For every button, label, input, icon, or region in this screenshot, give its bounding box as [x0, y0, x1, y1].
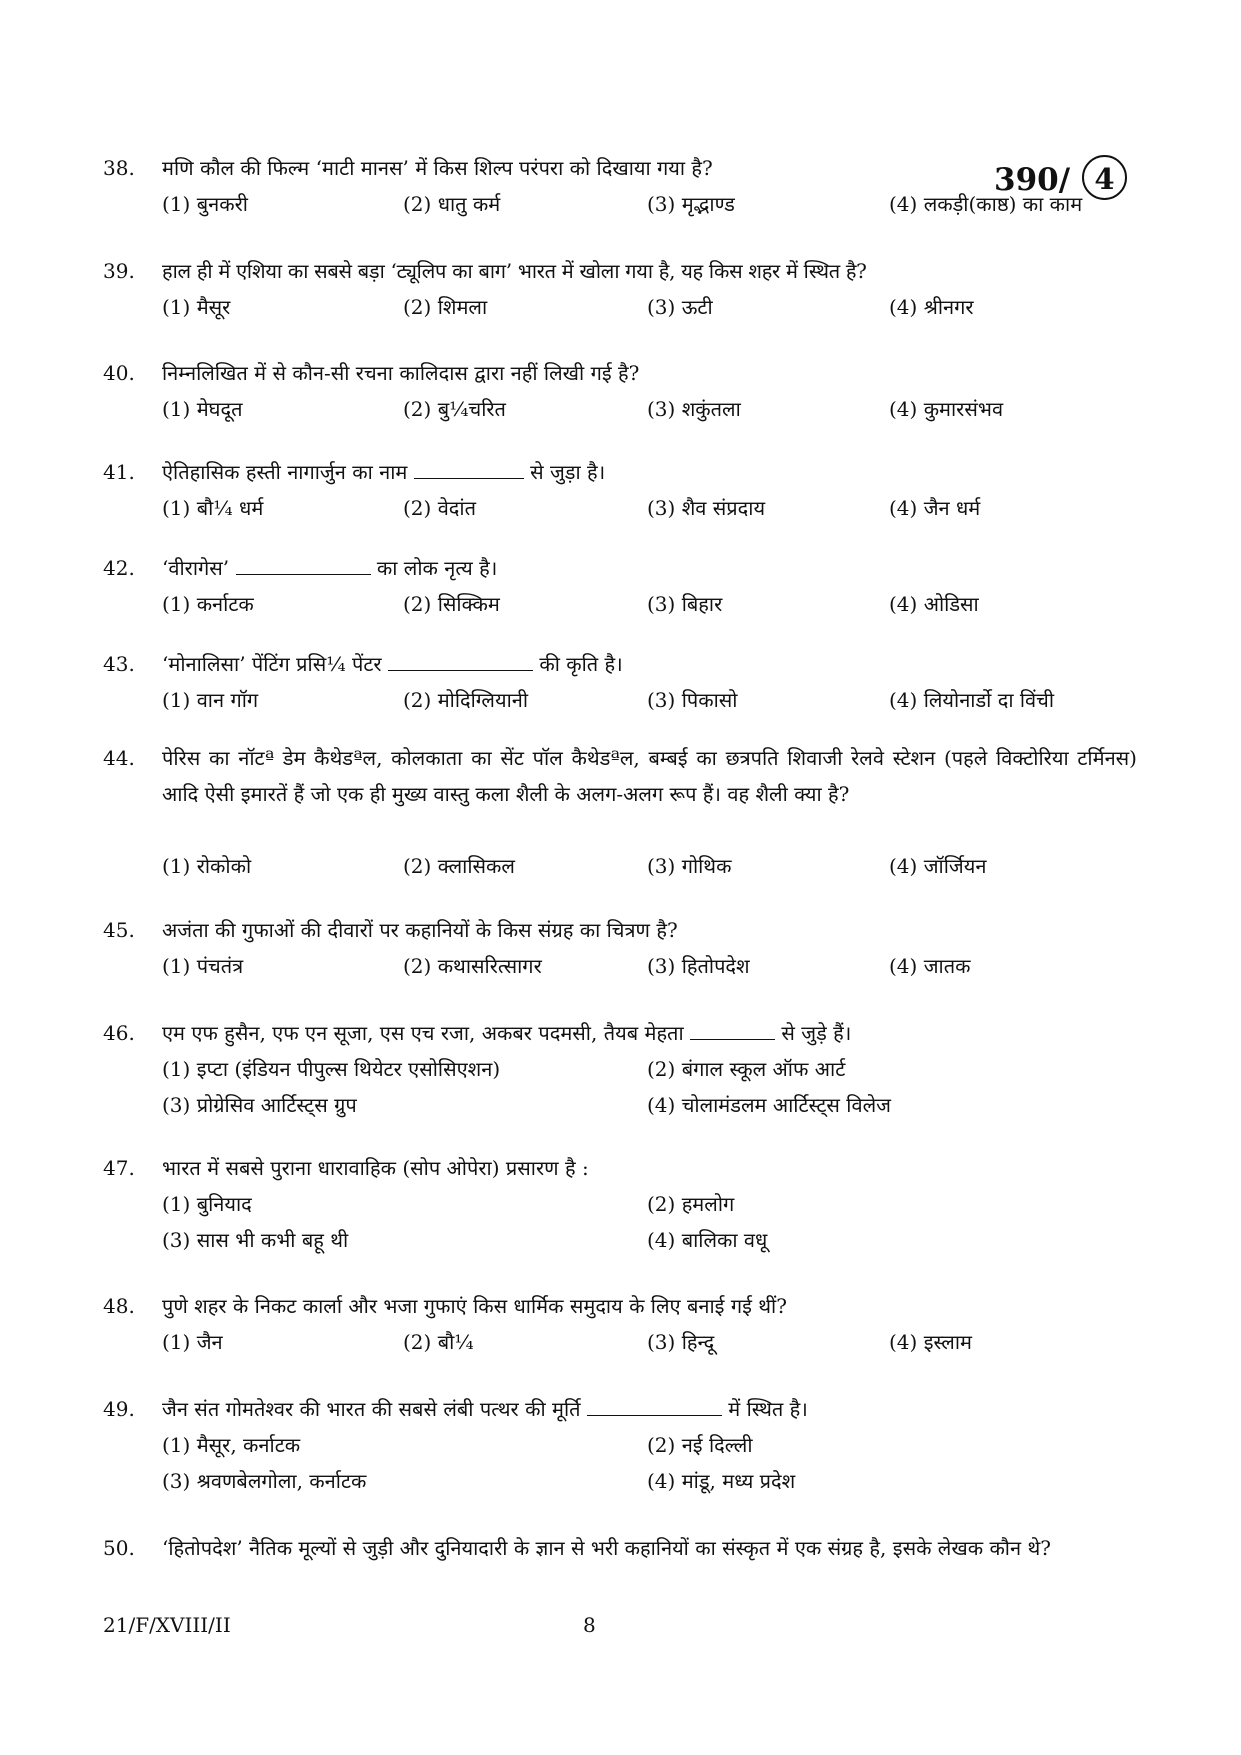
answer-blank — [690, 1021, 775, 1040]
option-2: (2) सिक्किम — [403, 592, 500, 616]
option-1: (1) जैन — [162, 1330, 223, 1354]
question-text: मणि कौल की फिल्म ‘माटी मानस’ में किस शिल्प परंपरा को दिखाया गया है? — [162, 156, 713, 180]
question-text — [162, 550, 1137, 586]
question-number: 48. — [103, 1294, 135, 1318]
set-number-badge: 4 — [1082, 155, 1127, 200]
option-3: (3) ऊटी — [647, 295, 713, 319]
option-3: (3) पिकासो — [647, 688, 738, 712]
option-2: (2) बौ¼ — [403, 1330, 474, 1354]
option-4: (4) जातक — [889, 954, 971, 978]
option-2: (2) क्लासिकल — [403, 854, 515, 878]
option-3: (3) हितोपदेश — [647, 954, 750, 978]
question-text-part-1: एम एफ हुसैन, एफ एन सूजा, एस एच रजा, अकबर पदमसी, तैयब मेहता — [162, 1021, 684, 1045]
option-2: (2) नई दिल्ली — [647, 1433, 753, 1457]
question-text — [162, 1015, 1137, 1051]
question-text-part-2: का लोक नृत्य है। — [376, 556, 498, 580]
question-number: 49. — [103, 1397, 135, 1421]
option-4: (4) लकड़ी(काष्ठ) का काम — [889, 192, 1083, 216]
answer-blank — [388, 652, 533, 671]
question-text — [162, 1391, 1137, 1427]
paper-code: 390/ — [994, 162, 1071, 198]
option-1: (1) पंचतंत्र — [162, 954, 244, 978]
option-3: (3) श्रवणबेलगोला, कर्नाटक — [162, 1469, 367, 1493]
option-2: (2) कथासरित्सागर — [403, 954, 542, 978]
option-1: (1) मैसूर — [162, 295, 231, 319]
question-number: 40. — [103, 361, 135, 385]
question-text: ‘हितोपदेश’ नैतिक मूल्यों से जुड़ी और दुनियादारी के ज्ञान से भरी कहानियों का संस्कृत में एक संग्रह है, इसके लेखक कौन थे? — [162, 1536, 1051, 1560]
question-number: 47. — [103, 1156, 135, 1180]
option-4: (4) जॉर्जियन — [889, 854, 987, 878]
answer-blank — [587, 1397, 722, 1416]
question-number: 41. — [103, 460, 135, 484]
question-number: 46. — [103, 1021, 135, 1045]
option-1: (1) वान गॉग — [162, 688, 259, 712]
option-4: (4) मांडू, मध्य प्रदेश — [647, 1469, 796, 1493]
option-2: (2) हमलोग — [647, 1192, 735, 1216]
option-1: (1) बौ¼ धर्म — [162, 496, 264, 520]
option-3: (3) शैव संप्रदाय — [647, 496, 766, 520]
option-1: (1) बुनकरी — [162, 192, 248, 216]
question-text: हाल ही में एशिया का सबसे बड़ा ‘ट्यूलिप का बाग’ भारत में खोला गया है, यह किस शहर में स्थित है? — [162, 259, 867, 283]
option-1: (1) मेघदूत — [162, 397, 243, 421]
question-number: 44. — [103, 746, 135, 770]
answer-blank — [414, 460, 524, 479]
question-number: 43. — [103, 652, 135, 676]
option-2: (2) बु¼चरित — [403, 397, 506, 421]
question-text-part-2: से जुड़े हैं। — [781, 1021, 852, 1045]
option-4: (4) चोलामंडलम आर्टिस्ट्स विलेज — [647, 1093, 891, 1117]
question-number: 42. — [103, 556, 135, 580]
question-text-part-1: ऐतिहासिक हस्ती नागार्जुन का नाम — [162, 460, 408, 484]
option-3: (3) गोथिक — [647, 854, 732, 878]
question-text: निम्नलिखित में से कौन-सी रचना कालिदास द्वारा नहीं लिखी गई है? — [162, 361, 640, 385]
question-number: 38. — [103, 156, 135, 180]
question-number: 45. — [103, 918, 135, 942]
option-4: (4) कुमारसंभव — [889, 397, 1004, 421]
question-text: भारत में सबसे पुराना धारावाहिक (सोप ओपेरा) प्रसारण है : — [162, 1156, 589, 1180]
option-4: (4) बालिका वधू — [647, 1228, 768, 1252]
option-4: (4) ओडिसा — [889, 592, 979, 616]
question-text — [162, 646, 1137, 682]
question-text-part-1: जैन संत गोमतेश्वर की भारत की सबसे लंबी पत्थर की मूर्ति — [162, 1397, 581, 1421]
option-1: (1) मैसूर, कर्नाटक — [162, 1433, 301, 1457]
option-3: (3) प्रोग्रेसिव आर्टिस्ट्स ग्रुप — [162, 1093, 357, 1117]
question-text-part-2: में स्थित है। — [728, 1397, 808, 1421]
question-number: 39. — [103, 259, 135, 283]
option-4: (4) श्रीनगर — [889, 295, 974, 319]
option-1: (1) इप्टा (इंडियन पीपुल्स थियेटर एसोसिएशन) — [162, 1057, 501, 1081]
option-1: (1) बुनियाद — [162, 1192, 252, 1216]
option-2: (2) शिमला — [403, 295, 488, 319]
question-text-part-1: ‘मोनालिसा’ पेंटिंग प्रसि¼ पेंटर — [162, 652, 382, 676]
option-2: (2) बंगाल स्कूल ऑफ आर्ट — [647, 1057, 846, 1081]
option-3: (3) शकुंतला — [647, 397, 741, 421]
question-text-part-2: की कृति है। — [539, 652, 623, 676]
question-text: पुणे शहर के निकट कार्ला और भजा गुफाएं किस धार्मिक समुदाय के लिए बनाई गई थीं? — [162, 1294, 787, 1318]
question-text: अजंता की गुफाओं की दीवारों पर कहानियों के किस संग्रह का चित्रण है? — [162, 918, 678, 942]
option-3: (3) बिहार — [647, 592, 723, 616]
option-3: (3) सास भी कभी बहू थी — [162, 1228, 349, 1252]
option-4: (4) लियोनार्डो दा विंची — [889, 688, 1055, 712]
option-1: (1) रोकोको — [162, 854, 252, 878]
option-2: (2) धातु कर्म — [403, 192, 501, 216]
option-4: (4) इस्लाम — [889, 1330, 972, 1354]
footer-paper-code: 21/F/XVIII/II — [103, 1613, 231, 1637]
question-text: पेरिस का नॉटª डेम कैथेडªल, कोलकाता का सेंट पॉल कैथेडªल, बम्बई का छत्रपति शिवाजी रेलवे स्टेशन (पहले विक्टोरिया टर्मिनस) आदि ऐसी इमारतें हैं जो एक ही मुख्य वास्तु कला शैली के अलग-अलग रूप हैं। वह शैली क्या है? — [162, 746, 1137, 806]
page-number: 8 — [583, 1613, 596, 1637]
question-text-part-1: ‘वीरागेस’ — [162, 556, 230, 580]
question-text-part-2: से जुड़ा है। — [530, 460, 606, 484]
option-2: (2) मोदिग्लियानी — [403, 688, 529, 712]
question-text — [162, 454, 1137, 490]
option-2: (2) वेदांत — [403, 496, 477, 520]
option-4: (4) जैन धर्म — [889, 496, 981, 520]
option-1: (1) कर्नाटक — [162, 592, 254, 616]
option-3: (3) हिन्दू — [647, 1330, 715, 1354]
question-number: 50. — [103, 1536, 135, 1560]
answer-blank — [236, 556, 371, 575]
option-3: (3) मृद्भाण्ड — [647, 192, 735, 216]
